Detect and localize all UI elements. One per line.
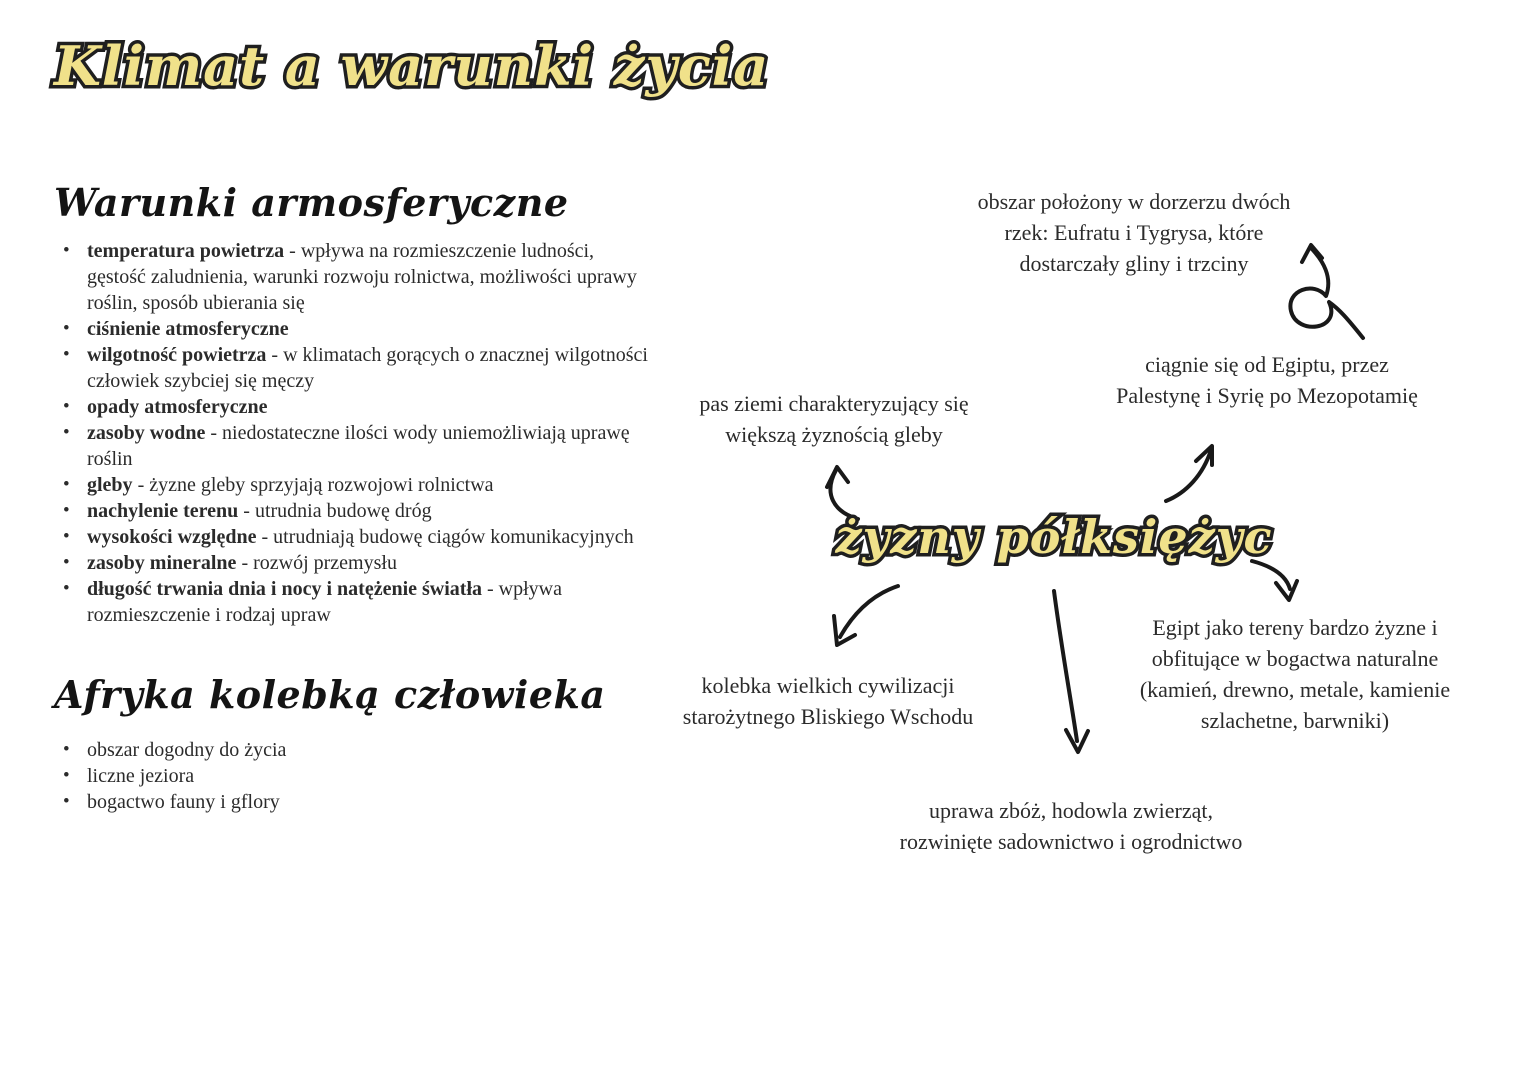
term-text: długość trwania dnia i nocy i natężenie światła — [87, 577, 483, 600]
term-text: wilgotność powietrza — [87, 343, 267, 366]
arrow-stem — [840, 586, 898, 637]
section-heading-afryka: Afryka kolebką człowieka — [54, 671, 606, 717]
description-text: - utrudniają budowę ciągów komunikacyjnych — [261, 525, 634, 548]
term-text: wysokości względne — [87, 525, 257, 548]
term-text: gleby — [87, 473, 133, 496]
list-item — [54, 763, 654, 789]
node-text-line: obfitujące w bogactwa naturalne — [1151, 646, 1439, 671]
list-item — [54, 472, 654, 498]
arrow-stem — [1290, 249, 1363, 338]
description-text: liczne jeziora — [87, 765, 195, 788]
section-heading-warunki-atmosferyczne: Warunki armosferyczne — [54, 180, 569, 225]
page-title: Klimat a warunki życia Klimat a warunki życia — [54, 34, 769, 98]
list-item — [54, 737, 654, 763]
description-text: bogactwo fauny i gflory — [87, 791, 280, 814]
arrow-stem — [1166, 450, 1211, 501]
node-text-line: dostarczały gliny i trzciny — [1019, 251, 1249, 276]
term-text: temperatura powietrza — [87, 239, 285, 262]
arrow-head — [827, 467, 848, 487]
node-text-line: większą żyznością gleby — [725, 422, 943, 447]
description-text: - wpływa na rozmieszczenie ludności, gęstość zaludnienia, warunki rozwoju rolnictwa, możliwości uprawy roślin, sposób ubierania się — [87, 239, 637, 314]
list-item — [54, 420, 654, 472]
node-text-line: ciągnie się od Egiptu, przez — [1145, 352, 1389, 377]
node-text-line: rzek: Eufratu i Tygrysa, które — [1004, 220, 1264, 245]
afryka-list — [54, 737, 654, 815]
node-text-line: szlachetne, barwniki) — [1200, 708, 1390, 733]
list-item — [54, 550, 654, 576]
arrow-to-egypt-node — [1252, 561, 1297, 600]
mindmap-node-egypt — [1140, 612, 1450, 736]
arrow-stem — [1054, 591, 1077, 741]
arrow-to-extent-node — [1166, 446, 1212, 501]
node-text-line: starożytnego Bliskiego Wschodu — [682, 704, 974, 729]
mindmap-node-soil — [699, 388, 968, 450]
arrow-stem — [1252, 561, 1290, 589]
term-text: ciśnienie atmosferyczne — [87, 317, 289, 340]
term-text: nachylenie terenu — [87, 499, 239, 522]
node-text-line: kolebka wielkich cywilizacji — [701, 673, 955, 698]
term-text: zasoby wodne — [87, 421, 206, 444]
term-text: opady atmosferyczne — [87, 395, 268, 418]
list-item — [54, 524, 654, 550]
description-text: - rozwój przemysłu — [241, 551, 397, 574]
arrow-to-cradle-node — [834, 586, 898, 645]
arrow-head — [1276, 581, 1297, 600]
node-text-line: Egipt jako tereny bardzo żyzne i — [1152, 615, 1438, 640]
mindmap-node-cradle — [683, 670, 973, 732]
mindmap-center-label: żyzny półksiężyc żyzny półksiężyc — [835, 510, 1272, 564]
mindmap-node-agriculture — [900, 795, 1243, 857]
node-text-line: rozwinięte sadownictwo i ogrodnictwo — [899, 829, 1243, 854]
description-text: obszar dogodny do życia — [87, 739, 287, 762]
list-item — [54, 316, 654, 342]
description-text: - utrudnia budowę dróg — [243, 499, 432, 522]
list-item — [54, 238, 654, 316]
left-column — [54, 180, 654, 815]
description-text: - niedostateczne ilości wody uniemożliwiają uprawę roślin — [87, 421, 630, 470]
warunki-list — [54, 238, 654, 628]
list-item — [54, 342, 654, 394]
arrow-head — [1302, 245, 1322, 262]
mindmap-node-extent — [1116, 349, 1418, 411]
node-text-line: (kamień, drewno, metale, kamienie — [1139, 677, 1451, 702]
list-item — [54, 394, 654, 420]
node-text-line: pas ziemi charakteryzujący się — [699, 391, 969, 416]
list-item — [54, 789, 654, 815]
node-text-line: uprawa zbóż, hodowla zwierząt, — [928, 798, 1214, 823]
node-text-line: Palestynę i Syrię po Mezopotamię — [1116, 383, 1418, 408]
arrow-to-agriculture-node — [1054, 591, 1088, 752]
list-item — [54, 576, 654, 628]
curly-loop-arrow-to-rivers-node — [1290, 245, 1363, 338]
node-text-line: obszar położony w dorzerzu dwóch — [977, 189, 1291, 214]
term-text: zasoby mineralne — [87, 551, 237, 574]
description-text: - w klimatach gorących o znacznej wilgotności człowiek szybciej się męczy — [87, 343, 648, 392]
arrow-head — [834, 616, 855, 645]
mindmap-node-rivers — [978, 186, 1291, 279]
description-text: - wpływa rozmieszczenie i rodzaj upraw — [87, 577, 562, 626]
arrow-head — [1066, 730, 1088, 752]
list-item — [54, 498, 654, 524]
description-text: - żyzne gleby sprzyjają rozwojowi rolnictwa — [137, 473, 494, 496]
arrow-head — [1196, 446, 1212, 465]
